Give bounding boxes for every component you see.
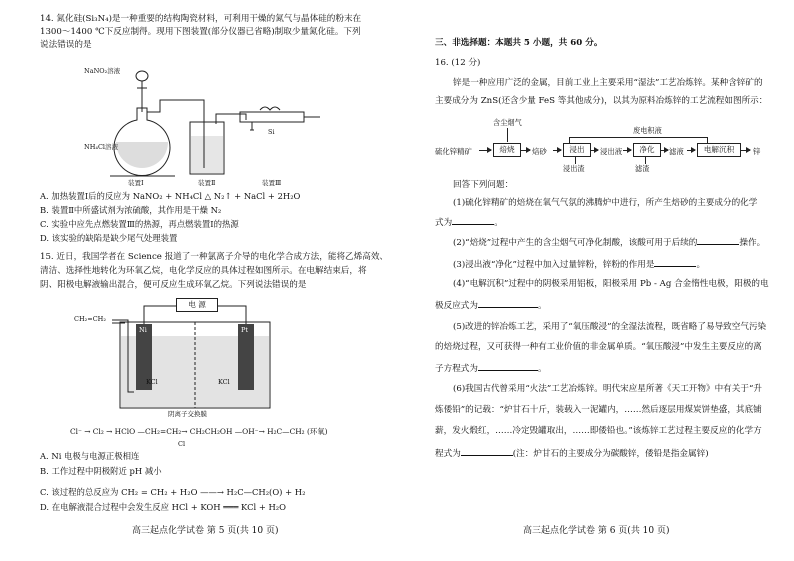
- q15-option-d: D. 在电解液混合过程中会发生反应 HCl + KOH ═══ KCl + H₂O: [40, 502, 287, 512]
- flow-step-roast: 焙烧: [493, 143, 521, 157]
- flow-arrow: [520, 150, 530, 151]
- flow-slag: 浸出渣: [563, 164, 585, 173]
- label-device-3: 装置Ⅲ: [262, 179, 282, 187]
- flow-calcine: 焙砂: [532, 147, 547, 156]
- answer-blank-1[interactable]: [452, 216, 494, 225]
- q16-part6-b: 炼倭铅”的记载：“炉甘石十斤，装载入一泥罐内，……然后逐层用煤炭饼垫盛，其底铺: [435, 405, 762, 415]
- answer-prompt: 回答下列问题：: [453, 180, 514, 190]
- q16-part6-c: 薪，发火煅红，……冷定毁罐取出，……即倭铅也。”该炼锌工艺过程主要反应的化学方: [435, 426, 762, 436]
- q16-part5-c-text: 子方程式为: [435, 364, 478, 374]
- label-device-2: 装置Ⅱ: [198, 179, 216, 187]
- q16-part4-b: 极反应式为 。: [435, 301, 547, 311]
- answer-blank-3[interactable]: [654, 258, 696, 267]
- q16-part4-a: (4)“电解沉积”过程中的阴极采用铝板，阳极采用 Pb - Ag 合金惰性电极，阳极的电: [453, 279, 769, 289]
- q14-option-c: C. 实验中应先点燃装置Ⅲ的热源，再点燃装置Ⅰ的热源: [40, 219, 239, 229]
- q16-part1-b: 式为 。: [435, 218, 503, 228]
- answer-blank-2[interactable]: [697, 236, 739, 245]
- q14-option-b: B. 装置Ⅱ中所盛试剂为浓硫酸，其作用是干燥 N₂: [40, 205, 222, 215]
- flow-arrow: [687, 150, 695, 151]
- flow-waste: 废电积液: [633, 126, 662, 135]
- flow-line: [569, 137, 707, 138]
- q14-line3: 说法错误的是: [40, 40, 92, 50]
- q14-option-a: A. 加热装置Ⅰ后的反应为 NaNO₂ + NH₄Cl △ N₂↑ + NaCl + 2H₂O: [40, 191, 301, 201]
- q14-option-d: D. 该实验的缺陷是缺少尾气处理装置: [40, 233, 178, 243]
- flow-arrow: [553, 150, 561, 151]
- answer-blank-5[interactable]: [478, 362, 538, 371]
- left-footer: 高三起点化学试卷 第 5 页(共 10 页): [132, 526, 279, 536]
- flow-arrow: [740, 150, 750, 151]
- q16-part4-b-text: 极反应式为: [435, 301, 478, 311]
- q16-part5-a: (5)改进的锌冶炼工艺，采用了“氧压酸浸”的全湿法流程，既省略了易导致空气污染: [453, 322, 767, 332]
- q16-part2: [453, 236, 765, 249]
- label-si: Si: [268, 128, 275, 136]
- flow-arrow: [479, 150, 491, 151]
- q16-part5-c: 子方程式为 。: [435, 364, 547, 374]
- label-nano2: NaNO₂溶液: [84, 67, 121, 75]
- reaction-chain: Cl⁻ → Cl₂ → HClO —CH₂=CH₂→ CH₂CH₂OH —OH⁻→ H₂C—CH₂ (环氧): [70, 427, 328, 436]
- flow-line: [575, 156, 576, 164]
- q16-part6-d: [435, 447, 709, 460]
- right-footer: 高三起点化学试卷 第 6 页(共 10 页): [523, 526, 670, 536]
- flow-step-purify: 净化: [633, 143, 661, 157]
- q16-intro-1: 锌是一种应用广泛的金属，目前工业上主要采用“湿法”工艺冶炼锌。某种含锌矿的: [453, 78, 763, 88]
- power-source: 电 源: [176, 298, 218, 312]
- flow-residue: 滤渣: [635, 164, 650, 173]
- q16-part6-note: (注：炉甘石的主要成分为碳酸锌，倭铅是指金属锌): [512, 449, 709, 459]
- flow-line: [507, 128, 508, 142]
- q16-part6-d-text: 程式为: [435, 449, 461, 459]
- q15-line1: 15. 近日，我国学者在 Science 报道了一种氯离子介导的电化学合成方法，能将乙烯高效、: [40, 252, 389, 262]
- label-ni: Ni: [139, 326, 147, 334]
- label-membrane: 阴离子交换膜: [168, 410, 207, 418]
- section-heading: 三、非选择题：本题共 5 小题，共 60 分。: [435, 38, 603, 48]
- flow-ore: 硫化锌精矿: [435, 147, 472, 156]
- q16-part5-b: 的焙烧过程，又可获得一种有工业价值的非金属单质。“氧压酸浸”中发生主要反应的离: [435, 342, 762, 352]
- flow-dust: 含尘烟气: [493, 118, 522, 127]
- q16-part3: (3)浸出液“净化”过程中加入过量锌粉，锌粉的作用是 。: [453, 260, 706, 270]
- flow-leachate: 浸出液: [600, 147, 623, 156]
- q16-part1-a: (1)硫化锌精矿的焙烧在氧气气氛的沸腾炉中进行，所产生焙砂的主要成分的化学: [453, 198, 758, 208]
- answer-blank-4[interactable]: [478, 299, 538, 308]
- label-ethylene: CH₂=CH₂: [74, 315, 106, 323]
- flow-filtrate: 滤液: [669, 147, 684, 156]
- q16-part1-b-text: 式为: [435, 218, 453, 228]
- label-kcl-left: KCl: [146, 378, 158, 386]
- flow-arrow: [623, 150, 631, 151]
- label-device-1: 装置Ⅰ: [128, 179, 144, 187]
- q16-part6-a: (6)我国古代曾采用“火法”工艺冶炼锌。明代宋应星所著《天工开物》中有关于“升: [453, 384, 762, 394]
- flow-line: [645, 156, 646, 164]
- q15-line3: 阴、阳极电解液输出混合，便可反应生成环氧乙烷。下列说法错误的是: [40, 280, 307, 290]
- q16-heading: 16. (12 分): [435, 58, 481, 68]
- q15-line2: 清洁、选择性地转化为环氧乙烷，电化学反应的具体过程如图所示。在电解结束后，将: [40, 266, 367, 276]
- flow-step-leach: 浸出: [563, 143, 591, 157]
- q15-option-a: A. Ni 电极与电源正极相连: [40, 451, 140, 461]
- q15-option-c: C. 该过程的总反应为 CH₂ = CH₂ + H₂O ——→ H₂C—CH₂(O) + H₂: [40, 487, 306, 497]
- q15-option-b: B. 工作过程中阴极附近 pH 减小: [40, 466, 162, 476]
- q16-intro-2: 主要成分为 ZnS(还含少量 FeS 等其他成分)，以其为原料冶炼锌的工艺流程如图所示：: [435, 96, 768, 106]
- label-kcl-right: KCl: [218, 378, 230, 386]
- flow-step-electro: 电解沉积: [697, 143, 741, 157]
- label-nh4cl: NH₄Cl溶液: [84, 143, 119, 151]
- q14-line1: 14. 氮化硅(Si₃N₄)是一种重要的结构陶瓷材料，可利用干燥的氮气与晶体硅的粉末在: [40, 14, 362, 24]
- reaction-chain-cl: Cl: [178, 440, 186, 448]
- q16-part2-end: 操作。: [739, 238, 766, 248]
- right-page: [397, 0, 794, 561]
- flow-arrow: [660, 150, 668, 151]
- answer-blank-6[interactable]: [461, 447, 513, 456]
- q16-part2-text: (2)“焙烧”过程中产生的含尘烟气可净化制酸，该酸可用于后续的: [453, 238, 698, 248]
- flow-zinc: 锌: [753, 147, 761, 156]
- label-pt: Pt: [241, 326, 248, 334]
- flow-arrow: [590, 150, 598, 151]
- apparatus-figure: [80, 60, 330, 188]
- q14-line2: 1300～1400 ℃下反应制得。现用下图装置(部分仪器已省略)制取少量氮化硅。下列: [40, 27, 361, 37]
- q16-part3-text: (3)浸出液“净化”过程中加入过量锌粉，锌粉的作用是: [453, 260, 655, 270]
